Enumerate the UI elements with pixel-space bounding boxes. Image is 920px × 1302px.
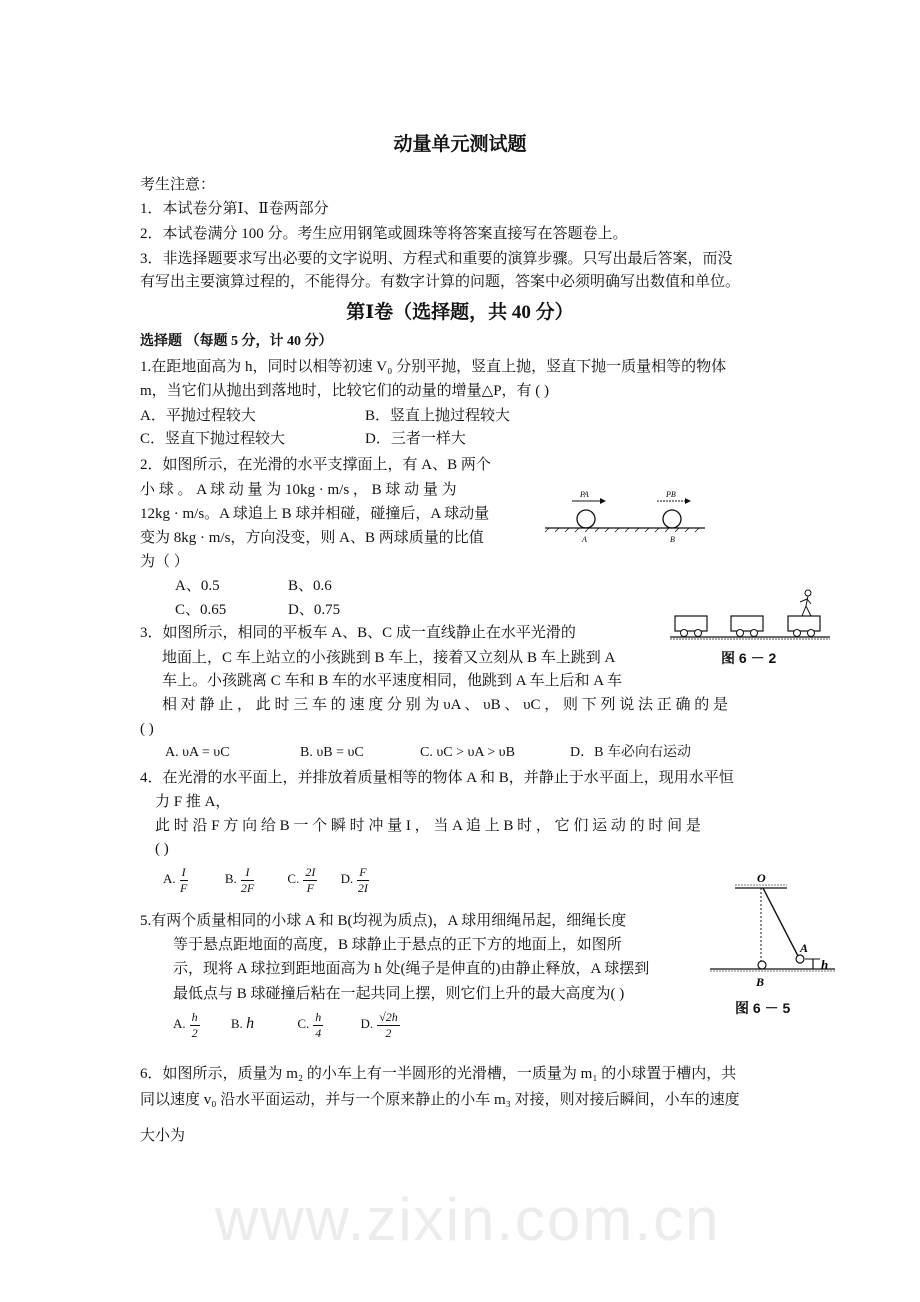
fraction <box>357 865 368 896</box>
q4-option-c <box>287 865 321 895</box>
q4-option-b <box>224 865 258 895</box>
option-label: B. <box>230 1016 243 1032</box>
ball-b-label: B <box>670 535 675 544</box>
question-3-text: ( ) <box>140 721 154 737</box>
q5-options <box>173 1010 404 1041</box>
fraction <box>190 1010 200 1041</box>
q2-option-b: B、0.6 <box>288 578 332 594</box>
q3-option-a: A. υA = υC <box>165 745 230 760</box>
option-label: C. <box>297 1016 310 1032</box>
q2-option-a: A、0.5 <box>175 578 220 594</box>
fraction <box>377 1010 400 1041</box>
q5-option-d <box>360 1010 403 1040</box>
document-title: 动量单元测试题 <box>393 134 527 155</box>
option-label: C. <box>287 871 300 887</box>
denominator: 2I <box>357 881 368 895</box>
carts-figure <box>665 578 835 670</box>
question-3-text: 相 对 静 止 ， 此 时 三 车 的 速 度 分 别 为 υA 、 υB 、 υC ， 则 下 列 说 法 正 确 的 是 <box>162 697 729 713</box>
question-4-text: 力 F 推 A， <box>155 794 231 810</box>
denominator: 2 <box>385 1026 392 1040</box>
point-o-label: O <box>757 871 766 885</box>
question-6-text: 6．如图所示，质量为 m₂ 的小车上有一半圆形的光滑槽，一质量为 m₁ 的小球置于槽内，共 <box>140 1066 737 1082</box>
question-2-text: 变为 8kg · m/s，方向没变，则 A、B 两球质量的比值 <box>140 530 484 546</box>
pendulum-diagram <box>705 868 845 998</box>
ball-b-label: B <box>756 975 765 989</box>
denominator: 2 <box>191 1026 198 1040</box>
q2-option-c: C、0.65 <box>175 602 227 618</box>
question-6-text: 大小为 <box>140 1128 186 1144</box>
numerator: I <box>241 865 254 881</box>
question-2-text: 2．如图所示，在光滑的水平支撑面上，有 A、B 两个 <box>140 457 491 473</box>
notice-heading: 考生注意： <box>140 177 216 193</box>
question-2-text: 为（ ） <box>140 554 189 570</box>
q4-option-a <box>163 865 192 895</box>
notice-item: 1．本试卷分第Ⅰ、Ⅱ卷两部分 <box>140 201 329 217</box>
q5-option-b <box>231 1016 254 1031</box>
numerator: I <box>181 865 186 879</box>
denominator: 2F <box>240 881 255 895</box>
ball-a-label: A <box>582 535 587 544</box>
question-4-text: ( ) <box>155 841 169 857</box>
option-label: B. <box>224 871 237 887</box>
pa-label: PA <box>580 490 589 499</box>
question-1-text: m，当它们从抛出到落地时，比较它们的动量的增量△P，有 ( ) <box>140 383 550 399</box>
question-3-text: 车上。小孩跳离 C 车和 B 车的水平速度相同，他跳到 A 车上后和 A 车 <box>162 673 623 689</box>
collision-figure <box>540 490 710 550</box>
question-4-text: 此 时 沿 F 方 向 给 B 一 个 瞬 时 冲 量 I ， 当 A 追 上 B 时 ， 它 们 运 动 的 时 间 是 <box>155 818 701 834</box>
q3-option-d: D．B 车必向右运动 <box>570 745 691 760</box>
carts-diagram <box>665 578 835 648</box>
watermark: www.zixin.com.cn <box>215 1186 721 1253</box>
question-1-text: 1.在距地面高为 h，同时以相等初速 V₀ 分别平抛，竖直上抛，竖直下抛一质量相等的物体 <box>140 359 727 375</box>
figure-caption: 图 6 － 5 <box>735 1000 791 1016</box>
q4-options <box>163 865 373 896</box>
notice-item: 2．本试卷满分 100 分。考生应用钢笔或圆珠等将答案直接写在答题卷上。 <box>140 226 628 242</box>
pb-label: PB <box>666 490 676 499</box>
denominator: F <box>179 881 188 895</box>
option-label: A. <box>173 1016 186 1032</box>
fraction <box>241 865 254 896</box>
question-4-text: 4．在光滑的水平面上，并排放着质量相等的物体 A 和 B，并静止于水平面上，现用水平恒 <box>140 770 734 786</box>
pendulum-figure <box>705 868 845 1028</box>
question-3-text: 3．如图所示，相同的平板车 A、B、C 成一直线静止在水平光滑的 <box>140 625 576 641</box>
denominator: F <box>306 881 314 895</box>
q1-option-b: B．竖直上抛过程较大 <box>365 408 511 424</box>
question-2-text: 小 球 。 A 球 动 量 为 10kg · m/s ， B 球 动 量 为 <box>140 482 457 498</box>
q2-option-d: D、0.75 <box>288 602 341 618</box>
numerator: h <box>315 1010 322 1024</box>
question-6-text: 同以速度 v₀ 沿水平面运动，并与一个原来静止的小车 m₃ 对接，则对接后瞬间，小车的速度 <box>140 1092 740 1108</box>
ball-a-label: A <box>800 941 809 955</box>
question-5-text: 等于悬点距地面的高度，B 球静止于悬点的正下方的地面上，如图所 <box>173 937 622 953</box>
question-2-text: 12kg · m/s。A 球追上 B 球并相碰，碰撞后，A 球动量 <box>140 506 490 522</box>
option-label: D. <box>360 1016 374 1032</box>
fraction <box>180 865 188 896</box>
numerator: h <box>191 1010 198 1024</box>
figure-caption: 图 6 － 2 <box>721 650 777 666</box>
balls-diagram <box>540 490 710 550</box>
question-5-text: 最低点与 B 球碰撞后粘在一起共同上摆，则它们上升的最大高度为( ) <box>173 986 625 1002</box>
q5-option-c <box>297 1010 327 1040</box>
q5-option-a <box>173 1010 204 1040</box>
fraction <box>303 865 317 896</box>
numerator: √2h <box>379 1010 398 1024</box>
numerator: F <box>359 865 367 879</box>
q4-option-d <box>340 865 373 895</box>
q1-option-a: A．平抛过程较大 <box>140 408 256 424</box>
option-label: D. <box>340 871 354 887</box>
notice-item: 有写出主要演算过程的，不能得分。有数字计算的问题，答案中必须明确写出数值和单位。 <box>140 274 741 290</box>
section-title: 第Ⅰ卷（选择题，共 40 分） <box>346 302 574 323</box>
q1-option-c: C．竖直下抛过程较大 <box>140 431 286 447</box>
numerator: 2I <box>305 865 316 879</box>
q1-option-d: D．三者一样大 <box>365 431 466 447</box>
q3-option-b: B. υB = υC <box>300 745 364 760</box>
section-subtitle: 选择题 （每题 5 分，计 40 分） <box>140 334 333 349</box>
height-label: h <box>821 957 829 972</box>
notice-item: 3．非选择题要求写出必要的文字说明、方程式和重要的演算步骤。只写出最后答案，而没 <box>140 251 733 267</box>
fraction <box>313 1010 323 1041</box>
option-label: A. <box>163 871 176 887</box>
denominator: 4 <box>315 1026 322 1040</box>
question-5-text: 示，现将 A 球拉到距地面高为 h 处(绳子是伸直的)由静止释放，A 球摆到 <box>173 961 650 977</box>
question-5-text: 5.有两个质量相同的小球 A 和 B(均视为质点)，A 球用细绳吊起，细绳长度 <box>140 913 627 929</box>
question-3-text: 地面上，C 车上站立的小孩跳到 B 车上，接着又立刻从 B 车上跳到 A <box>162 650 616 666</box>
option-value: h <box>246 1015 255 1033</box>
q3-option-c: C. υC > υA > υB <box>420 745 515 760</box>
